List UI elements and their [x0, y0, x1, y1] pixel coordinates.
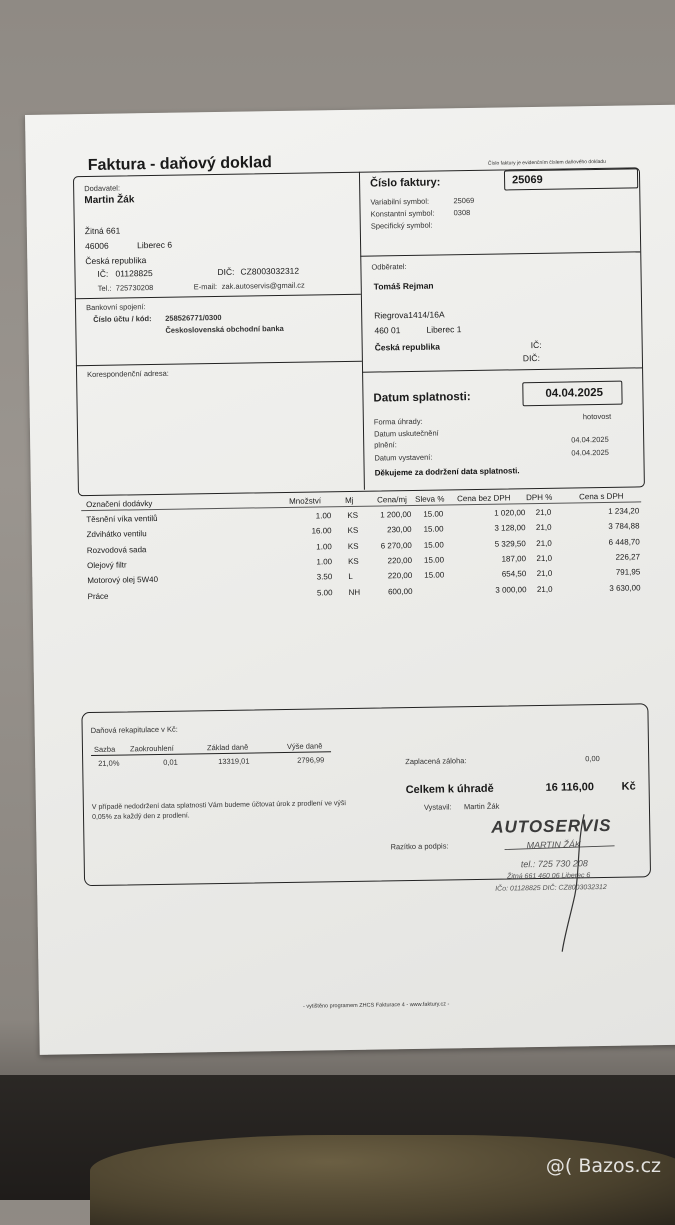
recap-h-tax: Výše daně	[287, 741, 323, 751]
col-header-discount: Sleva %	[415, 494, 444, 503]
recap-rate: 21,0%	[98, 759, 119, 768]
item-cell: 1.00	[311, 511, 331, 520]
supplier-email: zak.autoservis@gmail.cz	[222, 281, 305, 291]
vs-label: Variabilní symbol:	[370, 197, 429, 207]
customer-ic-label: IČ:	[531, 340, 542, 350]
item-cell: 226,27	[580, 552, 640, 562]
item-cell: 3 128,00	[461, 523, 525, 533]
customer-name: Tomáš Rejman	[374, 281, 434, 292]
fabric-background	[90, 1135, 675, 1225]
recap-h-rate: Sazba	[94, 745, 115, 754]
item-cell: KS	[348, 557, 359, 566]
item-cell: 21,0	[532, 554, 552, 563]
recap-h-base: Základ daně	[207, 743, 248, 753]
taxable-label-2: plnění:	[374, 440, 397, 449]
item-cell: 600,00	[366, 586, 412, 596]
ks-label: Konstantní symbol:	[371, 209, 435, 219]
item-cell: 5.00	[312, 588, 332, 597]
advance-value: 0,00	[585, 754, 600, 763]
watermark: @( Bazos.cz	[546, 1155, 661, 1177]
total-currency: Kč	[622, 780, 636, 792]
item-cell: 3 630,00	[580, 583, 640, 593]
item-cell: 21,0	[532, 569, 552, 578]
item-cell: 15.00	[415, 509, 443, 518]
supplier-label: Dodavatel:	[84, 184, 120, 194]
recap-base: 13319,01	[218, 757, 249, 766]
item-cell: NH	[348, 587, 360, 596]
supplier-country: Česká republika	[85, 255, 146, 266]
issued-label: Datum vystavení:	[374, 453, 432, 463]
vs-value: 25069	[453, 196, 474, 205]
item-cell: 16.00	[312, 527, 332, 536]
total-label: Celkem k úhradě	[406, 783, 494, 796]
item-cell: 15.00	[416, 571, 444, 580]
late-note-1: V případě nedodržení data splatnosti Vám budeme účtovat úrok z prodlení ve výši	[92, 800, 346, 811]
item-cell: 15.00	[416, 555, 444, 564]
advance-label: Zaplacená záloha:	[405, 756, 466, 766]
item-cell: 21,0	[531, 508, 551, 517]
item-cell: 15.00	[415, 525, 443, 534]
signature-label: Razítko a podpis:	[390, 841, 448, 851]
supplier-tel: 725730208	[116, 283, 154, 293]
item-cell: 1 020,00	[461, 508, 525, 518]
item-cell: 230,00	[365, 525, 411, 535]
supplier-zip: 46006	[85, 241, 109, 251]
supplier-ic: 01128825	[115, 268, 152, 279]
payment-label: Forma úhrady:	[374, 417, 423, 427]
due-label: Datum splatnosti:	[373, 391, 470, 405]
col-header-price: Cena/mj	[377, 495, 407, 504]
company-stamp	[25, 105, 675, 115]
recap-tax: 2796,99	[297, 755, 324, 764]
item-cell: 1.00	[312, 557, 332, 566]
taxable-label-1: Datum uskutečnění	[374, 429, 439, 439]
customer-label: Odběratel:	[371, 262, 406, 272]
recap-rounding: 0,01	[163, 758, 178, 767]
item-cell: 220,00	[366, 571, 412, 581]
invoice-title: Faktura - daňový doklad	[88, 154, 272, 175]
title-note: Číslo faktury je evidenčním číslem daňového dokladu	[488, 159, 606, 167]
due-date: 04.04.2025	[545, 387, 603, 400]
bank-label: Bankovní spojení:	[86, 302, 146, 312]
customer-country: Česká republika	[375, 342, 440, 353]
item-cell: 654,50	[462, 569, 526, 579]
supplier-name: Martin Žák	[84, 194, 134, 206]
col-header-item: Označení dodávky	[86, 499, 152, 509]
item-cell: 187,00	[462, 554, 526, 564]
invoice-number-label: Číslo faktury:	[370, 176, 440, 189]
customer-zip: 460 01	[374, 325, 400, 335]
item-cell: 791,95	[580, 568, 640, 578]
total-value: 16 116,00	[546, 781, 595, 794]
item-cell: 5 329,50	[462, 539, 526, 549]
supplier-ic-label: IČ:	[97, 269, 108, 279]
item-cell: KS	[347, 526, 358, 535]
supplier-city: Liberec 6	[137, 240, 172, 251]
stamp-brand: AUTOSERVIS	[491, 816, 612, 838]
item-cell: KS	[348, 541, 359, 550]
customer-dic-label: DIČ:	[523, 353, 540, 363]
col-header-qty: Množství	[289, 496, 321, 506]
recap-h-rounding: Zaokrouhlení	[130, 744, 174, 754]
stamp-ids: IČo: 01128825 DIČ: CZ8003032312	[495, 884, 607, 893]
item-cell: 3 000,00	[462, 585, 526, 595]
item-cell: 1 200,00	[365, 510, 411, 520]
item-cell: 21,0	[532, 538, 552, 547]
supplier-dic-label: DIČ:	[217, 267, 234, 277]
item-name: Rozvodová sada	[87, 545, 147, 555]
customer-street: Riegrova1414/16A	[374, 309, 445, 320]
bank-name: Československá obchodní banka	[165, 324, 284, 335]
col-header-unit: Mj	[345, 496, 354, 505]
supplier-tel-label: Tel.:	[98, 284, 112, 293]
item-cell: KS	[347, 511, 358, 520]
supplier-email-label: E-mail:	[194, 282, 217, 291]
bank-account-label: Číslo účtu / kód:	[93, 314, 151, 324]
item-cell: 1.00	[312, 542, 332, 551]
ks-value: 0308	[454, 208, 471, 217]
item-cell: L	[348, 572, 353, 581]
col-header-gross: Cena s DPH	[579, 492, 624, 502]
item-cell: 3 784,88	[579, 522, 639, 532]
stamp-owner: MARTIN ŽÁK	[526, 839, 580, 850]
invoice-paper	[25, 105, 675, 1055]
item-cell: 1 234,20	[579, 506, 639, 516]
issued-by-label: Vystavil:	[424, 802, 452, 811]
bank-account: 258526771/0300	[165, 313, 221, 323]
item-cell: 21,0	[532, 584, 552, 593]
stamp-address: Žitná 661 460 06 Liberec 6	[507, 872, 590, 880]
col-header-vat: DPH %	[526, 493, 552, 502]
thanks-text: Děkujeme za dodržení data splatnosti.	[375, 466, 520, 477]
stamp-tel: tel.: 725 730 208	[521, 858, 588, 869]
supplier-dic: CZ8003032312	[240, 266, 299, 277]
item-cell: 3.50	[312, 572, 332, 581]
item-cell: 6 270,00	[366, 541, 412, 551]
invoice-number: 25069	[512, 174, 543, 186]
issued-by-name: Martin Žák	[464, 802, 500, 812]
footer-text: - vytištěno programem ZHCS Fakturace 4 - www.faktury.cz -	[303, 1001, 449, 1009]
item-cell: 15.00	[416, 540, 444, 549]
item-name: Práce	[87, 591, 108, 600]
correspondence-label: Korespondenční adresa:	[87, 369, 169, 379]
item-name: Zdvihátko ventilu	[87, 529, 147, 539]
issued-date: 04.04.2025	[571, 448, 609, 458]
supplier-street: Žitná 661	[85, 226, 121, 237]
item-name: Těsnění víka ventilů	[86, 514, 157, 524]
taxable-date: 04.04.2025	[571, 435, 609, 445]
item-name: Motorový olej 5W40	[87, 575, 158, 585]
recap-label: Daňová rekapitulace v Kč:	[91, 725, 178, 735]
ss-label: Specifický symbol:	[371, 221, 433, 231]
item-cell: 220,00	[366, 556, 412, 566]
item-cell: 6 448,70	[580, 537, 640, 547]
item-name: Olejový filtr	[87, 560, 127, 570]
col-header-net: Cena bez DPH	[457, 493, 510, 503]
customer-city: Liberec 1	[426, 324, 461, 335]
item-cell: 21,0	[531, 523, 551, 532]
payment-value: hotovost	[583, 412, 611, 421]
items-table	[25, 105, 675, 115]
signature-scribble	[484, 806, 626, 958]
late-note-2: 0,05% za každý den z prodlení.	[92, 812, 190, 821]
